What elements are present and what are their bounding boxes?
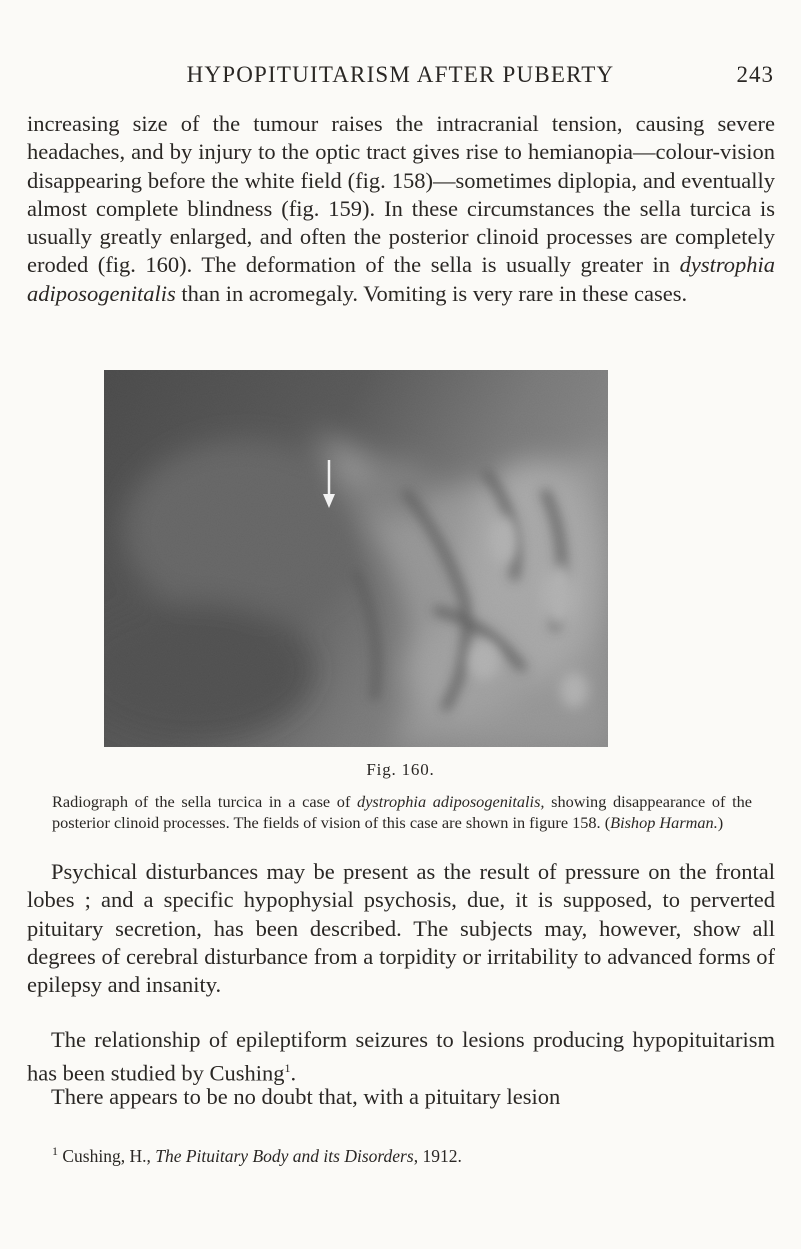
paragraph-3 [27, 1026, 775, 1088]
caption-text-a: Radiograph of the sella turcica in a case of [52, 792, 358, 811]
paragraph-3-end: . [290, 1060, 297, 1086]
caption-text-b: showing disappearance of the posterior clinoid processes. The fields of vision of this case are shown in figure 158. ( [52, 792, 753, 832]
paragraph-4: There appears to be no doubt that, with a pituitary lesion [51, 1084, 561, 1109]
running-head: HYPOPITUITARISM AFTER PUBERTY [186, 62, 615, 87]
footnote-text-a: Cushing, H., [58, 1145, 156, 1166]
figure-caption [52, 792, 752, 833]
footnote-mark: 1 [52, 1144, 58, 1158]
paragraph-2: Psychical disturbances may be present as the result of pressure on the frontal lobes ; and a specific hypophysial psychosis, due, it is supposed, to perverted pituitary secretion, has been described. The subjects may, however, show all degrees of cerebral disturbance from a torpidity or irritability to advanced forms of epilepsy and insanity. [27, 859, 775, 998]
caption-text-c: ) [717, 812, 724, 832]
paragraph-1-text-a: increasing size of the tumour raises the intracranial tension, causing severe headaches, and by injury to the optic tract gives rise to hemianopia—colour-vision disappearing before the white field (fig. 158)—sometimes diplopia, and eventually almost complete blindness (fig. 159). In these circumstances the sella turcica is usually greatly enlarged, and often the posterior clinoid processes are completely eroded (fig. 160). The deformation of the sella is usually greater in [27, 111, 775, 278]
paragraph-1 [27, 110, 775, 308]
caption-italic-1: dystrophia adiposogenitalis, [357, 792, 545, 811]
paragraph-3-text: The relationship of epileptiform seizures to lesions producing hypopituitarism has been studied by Cushing [27, 1027, 775, 1086]
footnote [52, 1140, 462, 1167]
footnote-ref: 1 [284, 1061, 291, 1076]
paragraph-1-italic: dystrophia adiposogenitalis [27, 252, 775, 306]
figure-label: Fig. 160. [366, 760, 435, 779]
page-number: 243 [736, 62, 774, 87]
footnote-text-b: , 1912. [413, 1145, 462, 1166]
caption-italic-2: Bishop Harman. [610, 812, 718, 832]
radiograph-image [104, 370, 608, 747]
paragraph-1-text-b: than in acromegaly. Vomiting is very rare in these cases. [175, 280, 688, 306]
footnote-italic: The Pituitary Body and its Disorders [155, 1145, 414, 1166]
page-header [0, 60, 801, 100]
